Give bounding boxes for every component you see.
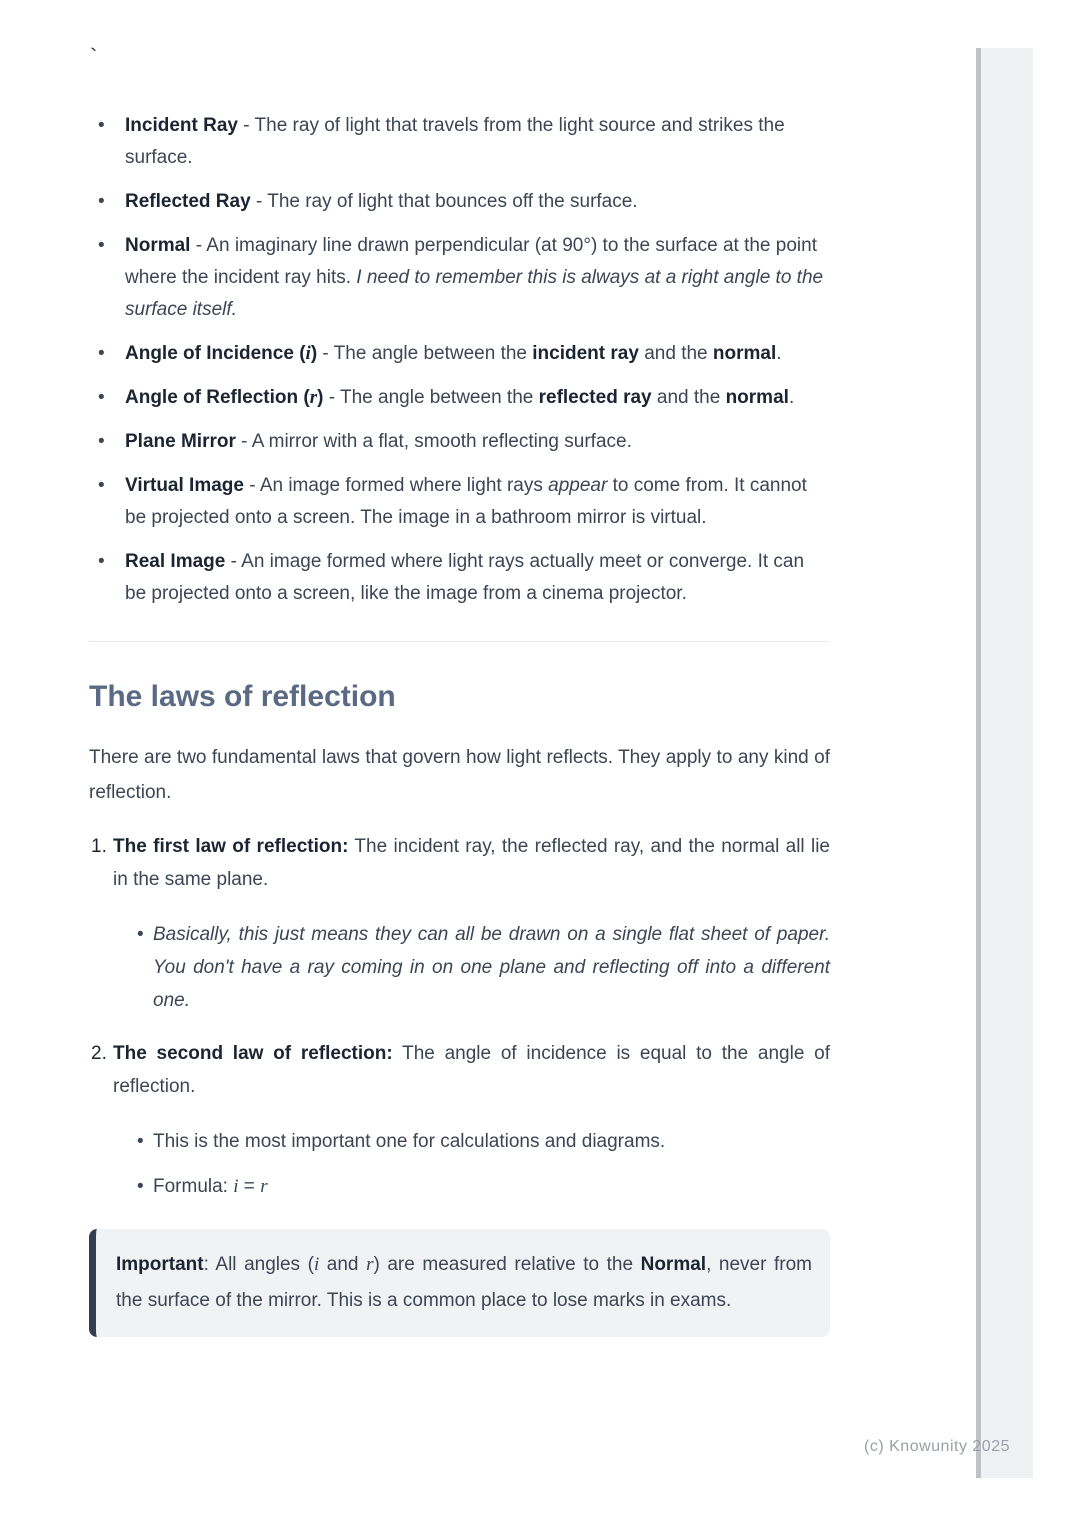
law-sub-item xyxy=(113,1125,830,1158)
bullet-icon xyxy=(89,110,125,174)
definition-item xyxy=(89,110,830,174)
section-heading: The laws of reflection xyxy=(89,680,396,713)
bullet-icon xyxy=(113,1125,153,1158)
bullet-icon xyxy=(89,382,125,414)
definition-item xyxy=(89,230,830,326)
definition-item xyxy=(89,186,830,218)
law-sub-text: Basically, this just means they can all be drawn on a single flat sheet of paper. You don't have a ray coming in on one plane and reflecting off into a different one. xyxy=(153,924,830,1011)
law-sub-item xyxy=(113,1170,830,1203)
definition-text: Angle of Incidence (i) - The angle between the incident ray and the normal. xyxy=(125,343,782,364)
page-content xyxy=(89,110,830,1337)
bullet-icon xyxy=(89,426,125,458)
law-body xyxy=(113,830,830,1017)
law-number: 2. xyxy=(91,1043,107,1064)
law-number: 1. xyxy=(91,836,107,857)
definition-item xyxy=(89,382,830,414)
law-formula-text: Formula: i = r xyxy=(153,1176,268,1197)
bullet-icon xyxy=(113,918,153,1017)
definition-text: Reflected Ray - The ray of light that bounces off the surface. xyxy=(125,191,638,212)
watermark: (c) Knowunity 2025 xyxy=(864,1438,1010,1455)
definition-text: Plane Mirror - A mirror with a flat, smooth reflecting surface. xyxy=(125,431,632,452)
section-divider xyxy=(89,641,830,642)
definition-text: Virtual Image - An image formed where light rays appear to come from. It cannot be projected onto a screen. The image in a bathroom mirror is virtual. xyxy=(125,475,807,528)
law-text: The second law of reflection: The angle of incidence is equal to the angle of reflection. xyxy=(113,1043,830,1097)
definition-item xyxy=(89,426,830,458)
definition-text: Incident Ray - The ray of light that travels from the light source and strikes the surface. xyxy=(125,115,785,168)
bullet-icon xyxy=(89,338,125,370)
bullet-icon xyxy=(113,1170,153,1203)
bullet-icon xyxy=(89,230,125,326)
next-page-preview xyxy=(976,48,1033,1478)
definition-text: Normal - An imaginary line drawn perpendicular (at 90°) to the surface at the point where the incident ray hits. I need to remember this is always at a right angle to the surface itself. xyxy=(125,235,824,320)
law-sub-item xyxy=(113,918,830,1017)
laws-list xyxy=(89,830,830,1203)
bullet-icon xyxy=(89,546,125,610)
callout-text: Important: All angles (i and r) are measured relative to the Normal, never from the surface of the mirror. This is a common place to lose marks in exams. xyxy=(116,1254,813,1311)
definition-text: Angle of Reflection (r) - The angle between the reflected ray and the normal. xyxy=(125,387,795,408)
definition-text: Real Image - An image formed where light rays actually meet or converge. It can be projected onto a screen, like the image from a cinema projector. xyxy=(125,551,805,604)
section-intro: There are two fundamental laws that govern how light reflects. They apply to any kind of reflection. xyxy=(89,747,830,803)
law-item xyxy=(89,1037,830,1203)
law-sub-text: This is the most important one for calculations and diagrams. xyxy=(153,1131,666,1152)
bullet-icon xyxy=(89,470,125,534)
important-callout xyxy=(89,1229,830,1337)
law-body xyxy=(113,1037,830,1203)
law-sub-list xyxy=(113,1125,830,1203)
definitions-list xyxy=(89,110,830,610)
page-edge-shadow xyxy=(976,48,981,1478)
definition-item xyxy=(89,546,830,610)
law-text: The first law of reflection: The incident ray, the reflected ray, and the normal all lie in the same plane. xyxy=(113,836,830,890)
definition-item xyxy=(89,338,830,370)
law-item xyxy=(89,830,830,1017)
bullet-icon xyxy=(89,186,125,218)
stray-backtick-text: ` xyxy=(90,44,98,69)
law-sub-list xyxy=(113,918,830,1017)
definition-item xyxy=(89,470,830,534)
